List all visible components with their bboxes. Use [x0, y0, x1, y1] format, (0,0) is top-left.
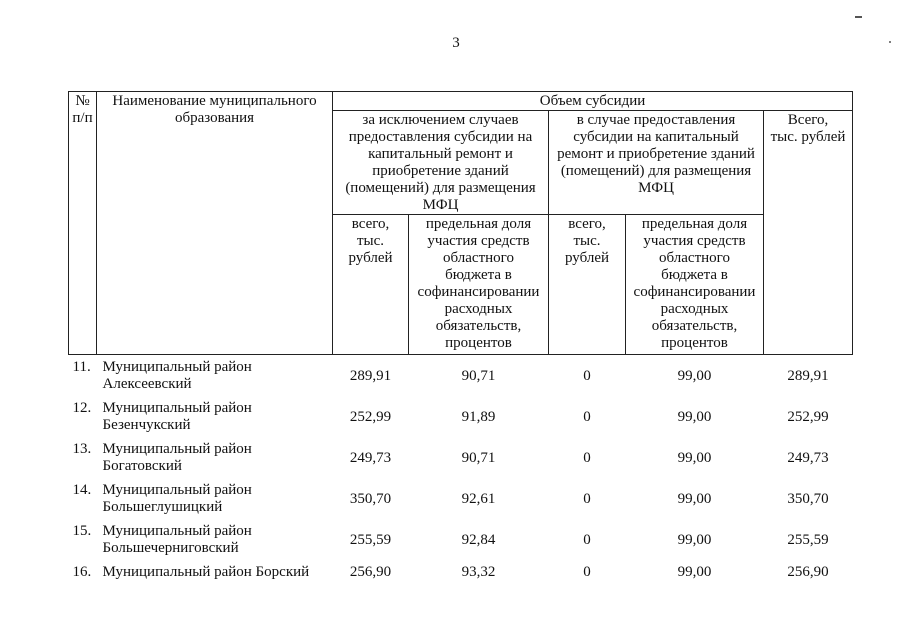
row-including-total: 0: [583, 531, 591, 548]
row-total: 350,70: [787, 490, 829, 507]
header-including-share: предельная доля участия средств областного бюджета в софинансировании расходных обязательств, процентов: [626, 215, 764, 355]
row-excluding-total: 289,91: [349, 367, 392, 384]
row-number: 12.: [72, 400, 92, 416]
row-number: 14.: [72, 482, 92, 498]
row-total: 256,90: [787, 564, 829, 580]
header-number: № п/п: [69, 92, 97, 355]
row-including-share: 99,00: [677, 449, 712, 466]
row-including-total: 0: [583, 564, 591, 580]
row-excluding-total: 256,90: [349, 564, 392, 580]
header-including-total: всего, тыс. рублей: [549, 215, 626, 355]
header-excluding-total: всего, тыс. рублей: [333, 215, 409, 355]
row-including-share: 99,00: [677, 490, 712, 507]
row-excluding-share: 92,61: [461, 490, 496, 507]
row-number: 15.: [72, 523, 92, 539]
row-excluding-share: 91,89: [461, 408, 496, 425]
row-municipality: Муниципальный район Борский: [102, 564, 310, 580]
row-total: 249,73: [787, 449, 829, 466]
table-row: [69, 437, 853, 478]
row-including-total: 0: [583, 490, 591, 507]
scan-mark: [889, 41, 891, 43]
row-excluding-total: 255,59: [349, 531, 392, 548]
row-including-share: 99,00: [677, 367, 712, 384]
row-excluding-share: 92,84: [461, 531, 496, 548]
row-number: 13.: [72, 441, 92, 457]
row-total: 289,91: [787, 367, 829, 384]
header-group-including: в случае предоставления субсидии на капитальный ремонт и приобретение зданий (помещений) для размещения МФЦ: [549, 111, 764, 215]
table-header: [69, 92, 853, 355]
table-row: [69, 396, 853, 437]
row-including-total: 0: [583, 367, 591, 384]
scan-mark: [855, 16, 862, 18]
header-subsidy-volume: Объем субсидии: [333, 92, 853, 111]
row-excluding-share: 90,71: [461, 449, 496, 466]
row-municipality: Муниципальный район Богатовский: [102, 441, 252, 474]
row-total: 255,59: [787, 531, 829, 548]
row-including-share: 99,00: [677, 408, 712, 425]
row-excluding-share: 90,71: [461, 367, 496, 384]
row-excluding-total: 350,70: [349, 490, 392, 507]
row-excluding-total: 249,73: [349, 449, 392, 466]
row-municipality: Муниципальный район Алексеевский: [102, 359, 252, 392]
row-total: 252,99: [787, 408, 829, 425]
header-excluding-share: предельная доля участия средств областного бюджета в софинансировании расходных обязательств, процентов: [409, 215, 549, 355]
table-body: [69, 355, 853, 585]
row-municipality: Муниципальный район Безенчукский: [102, 400, 252, 433]
table-row: [69, 519, 853, 560]
table-row: [69, 560, 853, 584]
row-excluding-share: 93,32: [461, 564, 496, 580]
row-including-share: 99,00: [677, 531, 712, 548]
row-number: 16.: [72, 564, 92, 580]
page-number: 3: [452, 35, 460, 51]
row-including-total: 0: [583, 408, 591, 425]
header-group-excluding: за исключением случаев предоставления субсидии на капитальный ремонт и приобретение зданий (помещений) для размещения МФЦ: [333, 111, 549, 215]
row-municipality: Муниципальный район Большечерниговский: [102, 523, 252, 556]
header-total: Всего, тыс. рублей: [764, 111, 853, 355]
table-row: [69, 355, 853, 397]
header-row: [69, 92, 853, 111]
table-row: [69, 478, 853, 519]
row-excluding-total: 252,99: [349, 408, 392, 425]
row-including-total: 0: [583, 449, 591, 466]
row-municipality: Муниципальный район Большеглушицкий: [102, 482, 252, 515]
row-including-share: 99,00: [677, 564, 712, 580]
row-number: 11.: [72, 359, 91, 375]
header-municipality-name: Наименование муниципального образования: [97, 92, 333, 355]
subsidy-table: [68, 91, 853, 584]
